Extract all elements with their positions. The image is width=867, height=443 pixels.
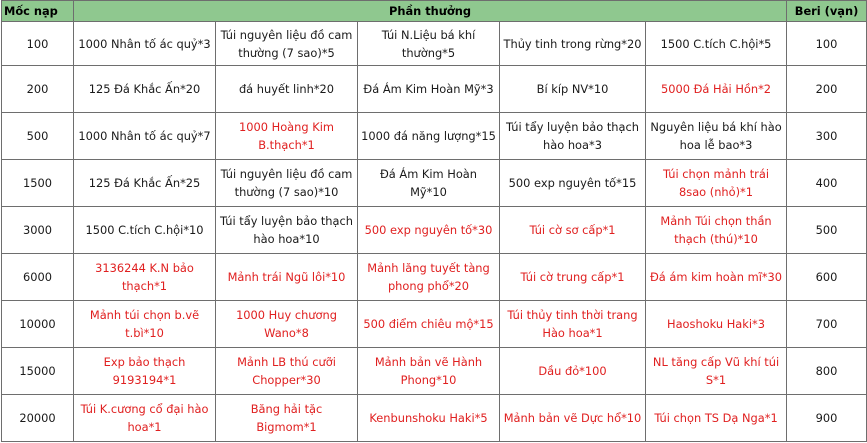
beri-cell: 100 [787,22,867,66]
reward-cell: Túi chọn mảnh trái 8sao (nhỏ)*1 [646,160,787,207]
reward-cell: 3136244 K.N bảo thạch*1 [74,254,216,301]
reward-cell: Túi cờ sơ cấp*1 [500,207,646,254]
reward-cell: Mảnh bản vẽ Hành Phong*10 [358,348,500,395]
reward-cell: Túi K.cương cổ đại hào hoa*1 [74,395,216,442]
milestone-cell: 10000 [2,301,74,348]
reward-cell: Túi thủy tinh thời trang Hào hoa*1 [500,301,646,348]
reward-cell: 1500 C.tích C.hội*10 [74,207,216,254]
reward-cell: 1000 đá năng lượng*15 [358,113,500,160]
reward-cell: Dầu đỏ*100 [500,348,646,395]
table-row [2,207,867,254]
reward-cell: 500 điểm chiêu mộ*15 [358,301,500,348]
milestone-cell: 1500 [2,160,74,207]
table-row [2,113,867,160]
milestone-cell: 200 [2,66,74,113]
header-phan-thuong: Phần thưởng [74,1,787,22]
reward-cell: Túi tẩy luyện bảo thạch hào hoa*10 [216,207,358,254]
table-row [2,395,867,442]
reward-cell: Thủy tinh trong rừng*20 [500,22,646,66]
reward-cell: Băng hải tặc Bigmom*1 [216,395,358,442]
table-row [2,66,867,113]
reward-cell: 1500 C.tích C.hội*5 [646,22,787,66]
reward-cell: 125 Đá Khắc Ấn*20 [74,66,216,113]
reward-cell: Mảnh LB thú cưỡi Chopper*30 [216,348,358,395]
reward-cell: NL tăng cấp Vũ khí túi S*1 [646,348,787,395]
reward-cell: đá huyết linh*20 [216,66,358,113]
reward-cell: 5000 Đá Hải Hồn*2 [646,66,787,113]
milestone-cell: 100 [2,22,74,66]
reward-cell: Kenbunshoku Haki*5 [358,395,500,442]
table-row [2,254,867,301]
reward-cell: 125 Đá Khắc Ấn*25 [74,160,216,207]
table-row [2,348,867,395]
reward-cell: 1000 Huy chương Wano*8 [216,301,358,348]
reward-cell: Mảnh lăng tuyết tàng phong phổ*20 [358,254,500,301]
reward-cell: 1000 Hoàng Kim B.thạch*1 [216,113,358,160]
reward-cell: 1000 Nhân tố ác quỷ*7 [74,113,216,160]
reward-cell: Túi N.Liệu bá khí thường*5 [358,22,500,66]
reward-cell: Túi tẩy luyện bảo thạch hào hoa*3 [500,113,646,160]
reward-cell: Đá Ám Kim Hoàn Mỹ*10 [358,160,500,207]
reward-cell: Mảnh túi chọn b.vẽ t.bì*10 [74,301,216,348]
header-row [2,1,867,22]
reward-cell: Túi cờ trung cấp*1 [500,254,646,301]
milestone-cell: 3000 [2,207,74,254]
reward-cell: Túi chọn TS Dạ Nga*1 [646,395,787,442]
table-row [2,22,867,66]
reward-cell: Exp bảo thạch 9193194*1 [74,348,216,395]
reward-cell: Đá ám kim hoàn mĩ*30 [646,254,787,301]
reward-cell: Haoshoku Haki*3 [646,301,787,348]
reward-cell: Đá Ám Kim Hoàn Mỹ*3 [358,66,500,113]
header-moc-nap: Mốc nạp [2,1,74,22]
header-beri: Beri (vạn) [787,1,867,22]
beri-cell: 500 [787,207,867,254]
beri-cell: 400 [787,160,867,207]
milestone-cell: 6000 [2,254,74,301]
milestone-cell: 20000 [2,395,74,442]
table-row [2,160,867,207]
beri-cell: 900 [787,395,867,442]
reward-cell: 1000 Nhân tố ác quỷ*3 [74,22,216,66]
beri-cell: 300 [787,113,867,160]
beri-cell: 700 [787,301,867,348]
reward-cell: Túi nguyên liệu đồ cam thường (7 sao)*10 [216,160,358,207]
reward-cell: 500 exp nguyên tố*15 [500,160,646,207]
beri-cell: 600 [787,254,867,301]
reward-cell: Túi nguyên liệu đồ cam thường (7 sao)*5 [216,22,358,66]
reward-cell: 500 exp nguyên tố*30 [358,207,500,254]
reward-cell: Mảnh bản vẽ Dực hổ*10 [500,395,646,442]
table-row [2,301,867,348]
reward-cell: Mảnh Túi chọn thần thạch (thú)*10 [646,207,787,254]
beri-cell: 200 [787,66,867,113]
milestone-cell: 15000 [2,348,74,395]
reward-cell: Nguyên liệu bá khí hào hoa lễ bao*3 [646,113,787,160]
beri-cell: 800 [787,348,867,395]
milestone-cell: 500 [2,113,74,160]
reward-cell: Bí kíp NV*10 [500,66,646,113]
reward-cell: Mảnh trái Ngũ lôi*10 [216,254,358,301]
reward-table [1,0,867,442]
